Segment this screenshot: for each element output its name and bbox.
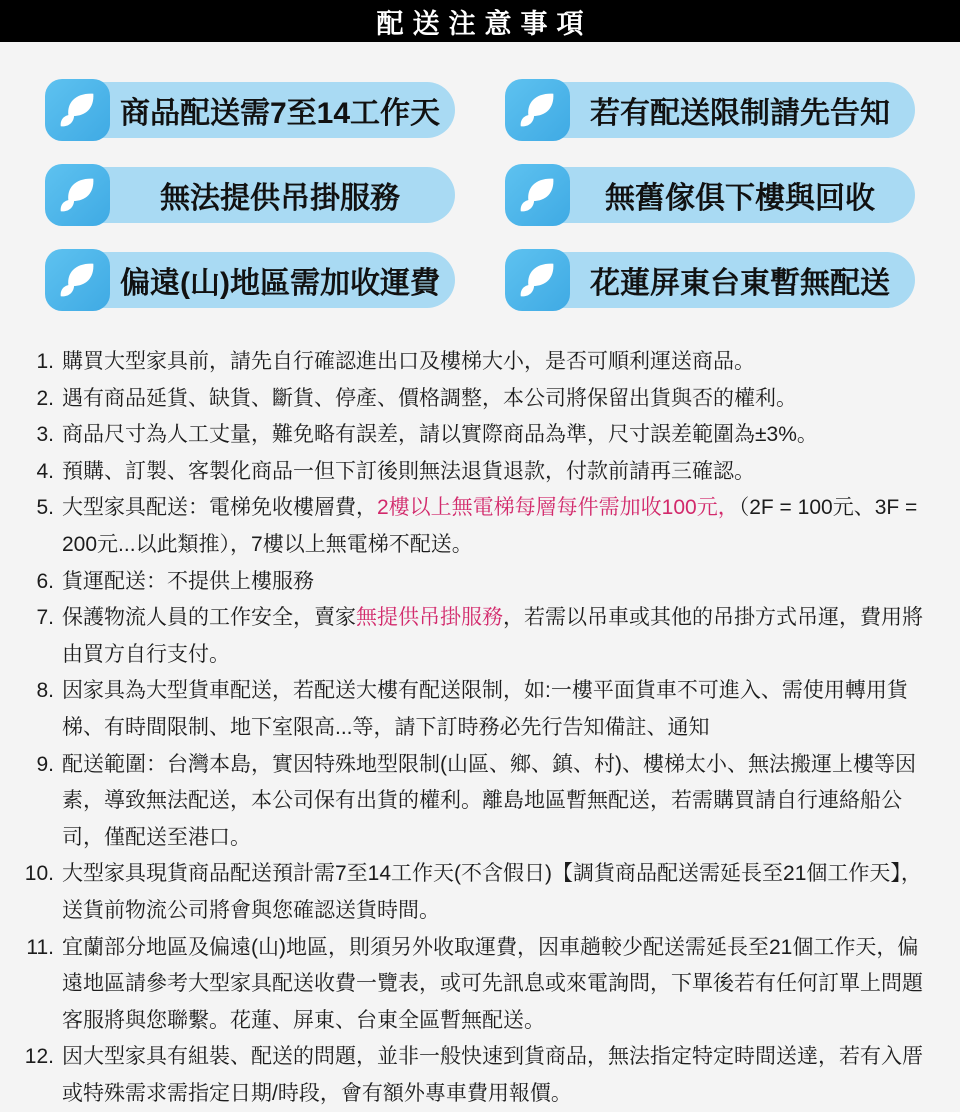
note-segment: 大型家具配送：電梯免收樓層費， — [62, 496, 377, 520]
badge — [505, 82, 915, 138]
note-item — [0, 930, 936, 1040]
badge-label: 無法提供吊掛服務 — [160, 182, 400, 215]
note-text — [62, 387, 797, 410]
badge — [45, 167, 455, 223]
badge-label: 無舊傢俱下樓與回收 — [605, 182, 875, 215]
leaf-icon — [45, 249, 110, 311]
note-item — [0, 454, 936, 491]
note-item — [0, 600, 936, 673]
note-highlight: 2樓以上無電梯每層每件需加收100元， — [377, 496, 739, 520]
note-item — [0, 417, 936, 454]
note-number: 8. — [36, 679, 54, 703]
page-title: 配送注意事項 — [376, 8, 593, 39]
note-text — [62, 570, 314, 593]
note-segment: 遇有商品延貨、缺貨、斷貨、停產、價格調整，本公司將保留出貨與否的權利。 — [62, 386, 797, 410]
note-text — [62, 423, 818, 446]
badge-grid — [45, 82, 915, 308]
note-segment: ，若需以吊車或其他的吊掛方式吊運，費用將由買方自行支付。 — [62, 606, 923, 666]
note-segment: 預購、訂製、客製化商品一但下訂後則無法退貨退款，付款前請再三確認。 — [62, 459, 755, 483]
badge — [45, 82, 455, 138]
note-segment: （2F = 100元、3F = 200元...以此類推），7樓以上無電梯不配送。 — [62, 496, 918, 556]
note-number: 6. — [36, 569, 54, 593]
note-segment: 配送範圍：台灣本島，實因特殊地型限制(山區、鄉、鎮、村)、樓梯太小、無法搬運上樓等因素，導致無法配送，本公司保有出貨的權利。離島地區暫無配送，若需購買請自行連絡船公司，僅配送至港口。 — [62, 752, 916, 849]
note-item — [0, 747, 936, 857]
note-text — [62, 936, 923, 1032]
badge — [505, 252, 915, 308]
badge — [505, 167, 915, 223]
note-text — [62, 460, 755, 483]
page-header — [0, 0, 960, 42]
note-item — [0, 856, 936, 929]
leaf-icon — [505, 249, 570, 311]
leaf-icon — [45, 164, 110, 226]
note-item — [0, 564, 936, 601]
note-number: 11. — [26, 935, 54, 959]
badge — [45, 252, 455, 308]
badge-label: 花蓮屏東台東暫無配送 — [590, 267, 890, 300]
note-text — [62, 350, 755, 373]
note-segment: 保護物流人員的工作安全，賣家 — [62, 606, 356, 630]
leaf-icon — [505, 79, 570, 141]
badge-label: 若有配送限制請先告知 — [590, 97, 890, 130]
note-text — [62, 753, 916, 849]
note-number: 10. — [24, 862, 54, 886]
note-segment: 宜蘭部分地區及偏遠(山)地區，則須另外收取運費，因車趟較少配送需延長至21個工作天，偏遠地區請參考大型家具配送收費一覽表，或可先訊息或來電詢問，下單後若有任何訂單上問題客服將與您聯繫。花蓮、屏東、台東全區暫無配送。 — [62, 935, 923, 1032]
note-item — [0, 673, 936, 746]
note-text — [62, 862, 922, 922]
note-text — [62, 679, 908, 739]
note-segment: 商品尺寸為人工丈量，難免略有誤差，請以實際商品為準，尺寸誤差範圍為±3%。 — [62, 423, 818, 447]
note-number: 5. — [36, 496, 54, 520]
note-text — [62, 606, 923, 666]
note-segment: 貨運配送：不提供上樓服務 — [62, 569, 314, 593]
note-segment: 因家具為大型貨車配送，若配送大樓有配送限制，如:一樓平面貨車不可進入、需使用轉用貨梯、有時間限制、地下室限高...等，請下訂時務必先行告知備註、通知 — [62, 679, 908, 739]
badge-label: 商品配送需7至14工作天 — [119, 97, 441, 130]
note-number: 9. — [36, 752, 54, 776]
note-number: 12. — [24, 1045, 54, 1069]
note-number: 4. — [36, 459, 54, 483]
note-item — [0, 490, 936, 563]
note-number: 3. — [36, 423, 54, 447]
leaf-icon — [505, 164, 570, 226]
note-segment: 大型家具現貨商品配送預計需7至14工作天(不含假日)【調貨商品配送需延長至21個工作天】，送貨前物流公司將會與您確認送貨時間。 — [62, 862, 922, 922]
note-segment: 購買大型家具前，請先自行確認進出口及樓梯大小，是否可順利運送商品。 — [62, 350, 755, 373]
note-number: 7. — [36, 606, 54, 630]
note-highlight: 無提供吊掛服務 — [356, 606, 503, 630]
badge-label: 偏遠(山)地區需加收運費 — [120, 267, 440, 300]
note-text — [62, 1045, 923, 1105]
note-item — [0, 1039, 936, 1112]
note-item — [0, 344, 936, 381]
note-segment: 因大型家具有組裝、配送的問題，並非一般快速到貨商品，無法指定特定時間送達，若有入厝或特殊需求需指定日期/時段，會有額外專車費用報價。 — [62, 1045, 923, 1105]
note-item — [0, 381, 936, 418]
leaf-icon — [45, 79, 110, 141]
notes-list — [0, 344, 936, 1112]
note-text — [62, 496, 917, 556]
note-number: 1. — [36, 350, 54, 373]
note-number: 2. — [36, 386, 54, 410]
